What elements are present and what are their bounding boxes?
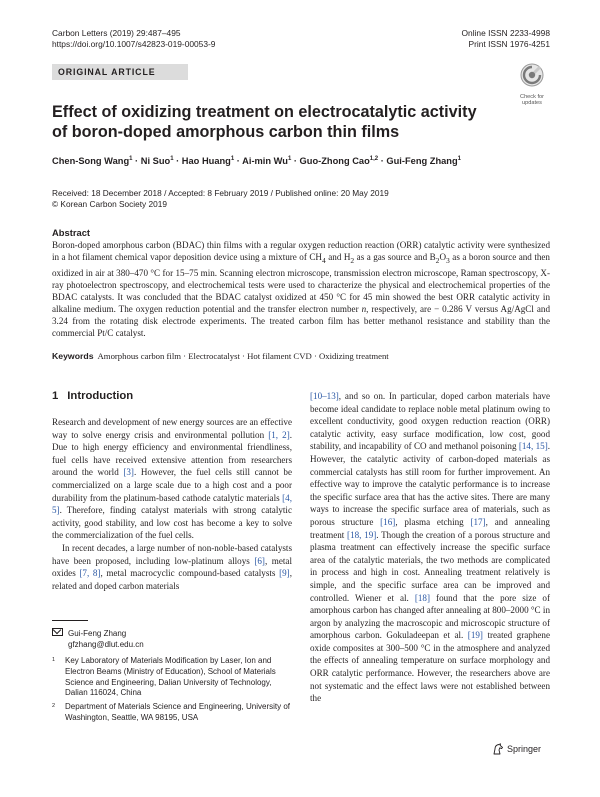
citation-link[interactable]: [14, 15] — [518, 441, 548, 452]
doi-link[interactable]: https://doi.org/10.1007/s42823-019-00053-9 — [52, 39, 216, 49]
citation-link[interactable]: [10–13] — [310, 391, 339, 401]
footnote-divider — [52, 620, 88, 621]
check-for-updates-badge[interactable] — [514, 63, 550, 107]
citation-link[interactable]: [3] — [123, 467, 134, 478]
subscript: 3 — [446, 255, 450, 265]
affiliation-text: Department of Materials Science and Engineering, University of Washington, Seattle, WA 98195, USA — [65, 702, 290, 722]
affiliation-number: 2 — [52, 703, 56, 709]
citation-link[interactable]: [19] — [467, 630, 483, 641]
affiliation-text: Key Laboratory of Materials Modification by Laser, Ion and Electron Beams (Ministry of Education), School of Materials Science and Engineering, Dalian University of Technology, Dalian 116024, China — [65, 656, 276, 698]
author-name[interactable]: Ni Suo — [140, 156, 171, 167]
journal-header — [52, 28, 215, 50]
text-segment: treated graphene oxide composites at 300–500 °C in the atmosphere and analyzed the effects of annealing temperature on surface morphology and ORR catalytic performance. However, the researchers above are not systematic and the effect laws were not established between the — [310, 630, 550, 704]
keywords-label: Keywords — [52, 351, 94, 361]
author-affiliation-mark: 1 — [457, 156, 461, 162]
text-segment: . Though the creation of a porous structure and plasma treatment can effectively increase the specific surface area of the catalytic materials, the two methods are complicated in process and high in cost. Annealing treatment relatively is simple, and the specific surface area can be improved and controlled. Wiener et al. — [310, 529, 550, 603]
text-segment: . However, the catalytic activity of carbon-doped materials as commercial catalysts has still room for further improvement. An effective way to improve the catalytic performance is to increase the specific surface area that has the active sites. There are many ways to increase the specific surface area of materials, such as porous structure — [310, 441, 551, 527]
text-segment: found that the pore size of amorphous carbon has changed after annealing at 800–2000 °C in argon by analyzing the macroscopic and microscopic structure of amorphous carbon. Gokuladeepan et al. — [310, 592, 550, 641]
abstract-segment: and H — [325, 252, 351, 263]
author-affiliation-mark: 1 — [170, 156, 174, 162]
publisher-name: Springer — [507, 744, 542, 754]
check-badge-line1: Check for — [520, 94, 544, 100]
paragraph — [310, 390, 550, 705]
text-segment: In recent decades, a large number of non-noble-based catalysts have been proposed, including low-platinum alloys — [52, 542, 292, 566]
text-segment: , metal oxides — [52, 555, 292, 579]
contact-email[interactable]: gfzhang@dlut.edu.cn — [68, 640, 144, 649]
citation-link[interactable]: [7, 8] — [79, 568, 101, 579]
subscript: 2 — [350, 255, 355, 265]
affiliation-number: 1 — [52, 657, 56, 663]
subscript: 4 — [321, 255, 326, 265]
text-segment: , related and doped carbon materials — [52, 568, 292, 591]
citation-link[interactable]: [16] — [380, 516, 396, 527]
publication-dates — [52, 188, 552, 210]
article-title — [52, 102, 492, 142]
text-segment: . Due to high energy efficiency and environmental friendliness, fuel cells have received extensive attention from researchers around the world — [52, 429, 293, 478]
author-list — [52, 156, 552, 166]
issn-online: Online ISSN 2233-4998 — [461, 28, 550, 38]
abstract-segment: as a boron source and then oxidized in air at 380–470 °C for 15–75 min. Scanning electron microscope, transmission electron microscope, Raman spectroscopy, X-ray photoelectron spectroscopy, and electrochemical tests were used to characterize the physical and electrochemical properties of the BDAC catalysts. It was concluded that the BDAC catalyst oxidized at 450 °C for 45 min showed the best ORR catalytic activity in alkaline medium. The oxygen reduction potential and the transfer electron number — [52, 252, 550, 315]
author-name[interactable]: Ai-min Wu — [242, 156, 288, 167]
citation-link[interactable]: [4, 5] — [52, 492, 292, 516]
check-for-updates-icon — [520, 63, 544, 87]
corresponding-author — [52, 628, 292, 650]
text-segment: , and annealing treatment — [310, 516, 550, 540]
article-type-label: ORIGINAL ARTICLE — [52, 64, 188, 80]
variable-n: n — [361, 304, 367, 315]
intro-right-column — [310, 390, 550, 705]
journal-citation: Carbon Letters (2019) 29:487–495 — [52, 28, 181, 38]
citation-link[interactable]: [18, 19] — [347, 529, 377, 540]
affiliation-2 — [52, 702, 292, 724]
abstract-segment: , respectively, are − 0.286 V versus Ag/AgCl and 3.24 from the rotating disk electrode experiments. The treated carbon film has better methanol resistance and stability than the commercial Pt/C catalyst. — [52, 304, 551, 339]
author-separator: · — [291, 156, 300, 167]
author-separator: · — [234, 156, 243, 167]
text-segment: . Therefore, finding catalyst materials with strong catalytic activity, good stability, and low cost has become a key to solve the commercialization of the fuel cells. — [52, 505, 292, 541]
author-separator: · — [132, 156, 141, 167]
author-affiliation-mark: 1,2 — [369, 156, 379, 162]
intro-left-column — [52, 416, 292, 592]
author-affiliation-mark: 1 — [129, 156, 133, 162]
section-heading — [52, 390, 133, 402]
citation-link[interactable]: [6] — [254, 555, 265, 566]
keywords-text: Amorphous carbon film · Electrocatalyst · Hot filament CVD · Oxidizing treatment — [97, 351, 389, 361]
subscript: 2 — [435, 255, 440, 265]
text-segment: , metal macrocyclic compound-based catalysts — [100, 568, 280, 579]
title-line-2: of boron-doped amorphous carbon thin films — [52, 123, 400, 141]
author-affiliation-mark: 1 — [230, 156, 235, 162]
title-line-1: Effect of oxidizing treatment on electrocatalytic activity — [52, 103, 477, 121]
paragraph — [52, 416, 292, 542]
abstract-text — [52, 239, 550, 340]
section-title: Introduction — [67, 390, 134, 402]
text-segment: , and so on. In particular, doped carbon materials have become ideal candidate to replace noble metal platinum owing to excellent conductivity, good oxygen reduction reaction (ORR) catalytic activity, easy surface modification, low cost, good stability, and incapability of CO and methanol poisoning — [310, 391, 550, 452]
issn-block — [462, 28, 550, 50]
issn-print: Print ISSN 1976-4251 — [468, 39, 550, 49]
check-badge-line2: updates — [522, 100, 542, 107]
author-separator: · — [173, 156, 182, 167]
author-name[interactable]: Hao Huang — [181, 156, 231, 167]
contact-name: Gui-Feng Zhang — [68, 629, 127, 638]
mail-icon — [52, 628, 63, 636]
citation-link[interactable]: [17] — [470, 516, 486, 527]
author-separator: · — [378, 156, 387, 167]
text-segment: , plasma etching — [395, 516, 471, 527]
abstract-segment: as a gas source and B — [354, 252, 436, 263]
publisher-logo — [492, 743, 541, 755]
text-segment: . However, the fuel cells still cannot be commercialized on a large scale due to a high cost and a poor durability from the platinum-based cathode catalytic materials — [52, 467, 292, 503]
abstract-heading: Abstract — [52, 227, 91, 238]
text-segment: Research and development of new energy sources are an effective way to solve energy crisis and environmental pollution — [52, 417, 292, 440]
paragraph — [52, 542, 292, 592]
author-name[interactable]: Gui-Feng Zhang — [386, 156, 458, 167]
section-number: 1 — [52, 390, 59, 402]
citation-link[interactable]: [1, 2] — [268, 429, 290, 440]
affiliation-1 — [52, 656, 292, 699]
abstract-segment: O — [439, 252, 447, 263]
keywords — [52, 351, 552, 361]
copyright-line: © Korean Carbon Society 2019 — [52, 199, 167, 209]
author-name[interactable]: Guo-Zhong Cao — [299, 156, 370, 167]
dates-line: Received: 18 December 2018 / Accepted: 8 February 2019 / Published online: 20 May 2019 — [52, 188, 389, 198]
author-name[interactable]: Chen-Song Wang — [52, 156, 130, 167]
springer-horse-icon — [492, 743, 504, 755]
citation-link[interactable]: [18] — [414, 592, 431, 603]
abstract-segment: Boron-doped amorphous carbon (BDAC) thin films with a regular oxygen reduction reaction (ORR) catalytic activity were synthesized in a hot filament chemical vapor deposition device using a mixture of CH — [52, 240, 550, 263]
citation-link[interactable]: [9] — [279, 568, 290, 579]
author-affiliation-mark: 1 — [287, 156, 292, 162]
